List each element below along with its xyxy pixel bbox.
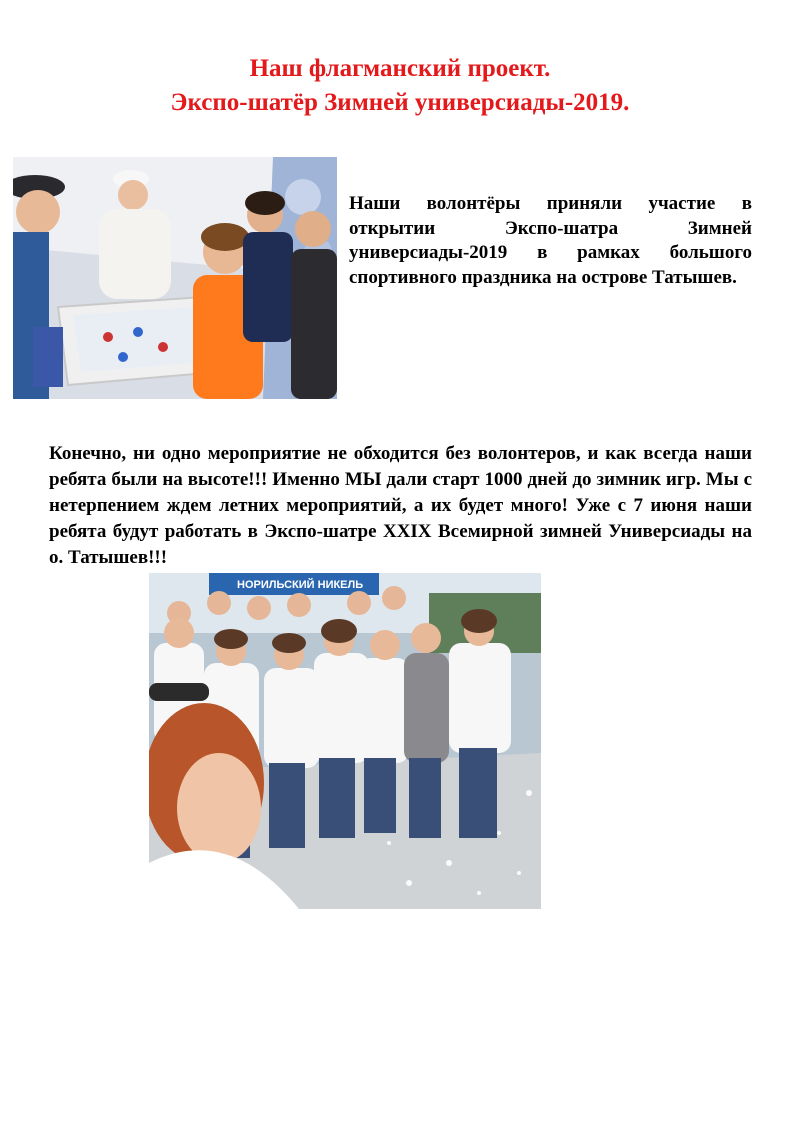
page-title bbox=[0, 52, 800, 120]
main-paragraph-roman-numeral: XXIX bbox=[382, 521, 432, 542]
main-paragraph-part-1: Конечно, ни одно мероприятие не обходится без волонтеров, и как всегда наши ребята были на высоте!!! Именно МЫ дали старт 1000 дней до зимник игр. Мы с нетерпением ждем летних мероприятий, а их будет много! Уже с 7 июня наши ребята будут работать в Экспо-шатре bbox=[49, 443, 752, 542]
main-paragraph-part-3: Всемирной зимней Универсиады на о. Татышев!!! bbox=[49, 521, 752, 568]
photo-volunteers-group bbox=[149, 573, 541, 909]
photo-table-hockey bbox=[13, 157, 337, 399]
main-paragraph bbox=[49, 441, 752, 571]
title-line-1: Наш флагманский проект. bbox=[249, 55, 551, 82]
banner-text: НОРИЛЬСКИЙ НИКЕЛЬ bbox=[237, 579, 364, 591]
title-line-2: Экспо-шатёр Зимней универсиады-2019. bbox=[170, 89, 630, 116]
intro-paragraph: Наши волонтёры приняли участие в открытии Экспо-шатра Зимней универсиады-2019 в рамках большого спортивного праздника на острове Татышев. bbox=[349, 193, 752, 288]
